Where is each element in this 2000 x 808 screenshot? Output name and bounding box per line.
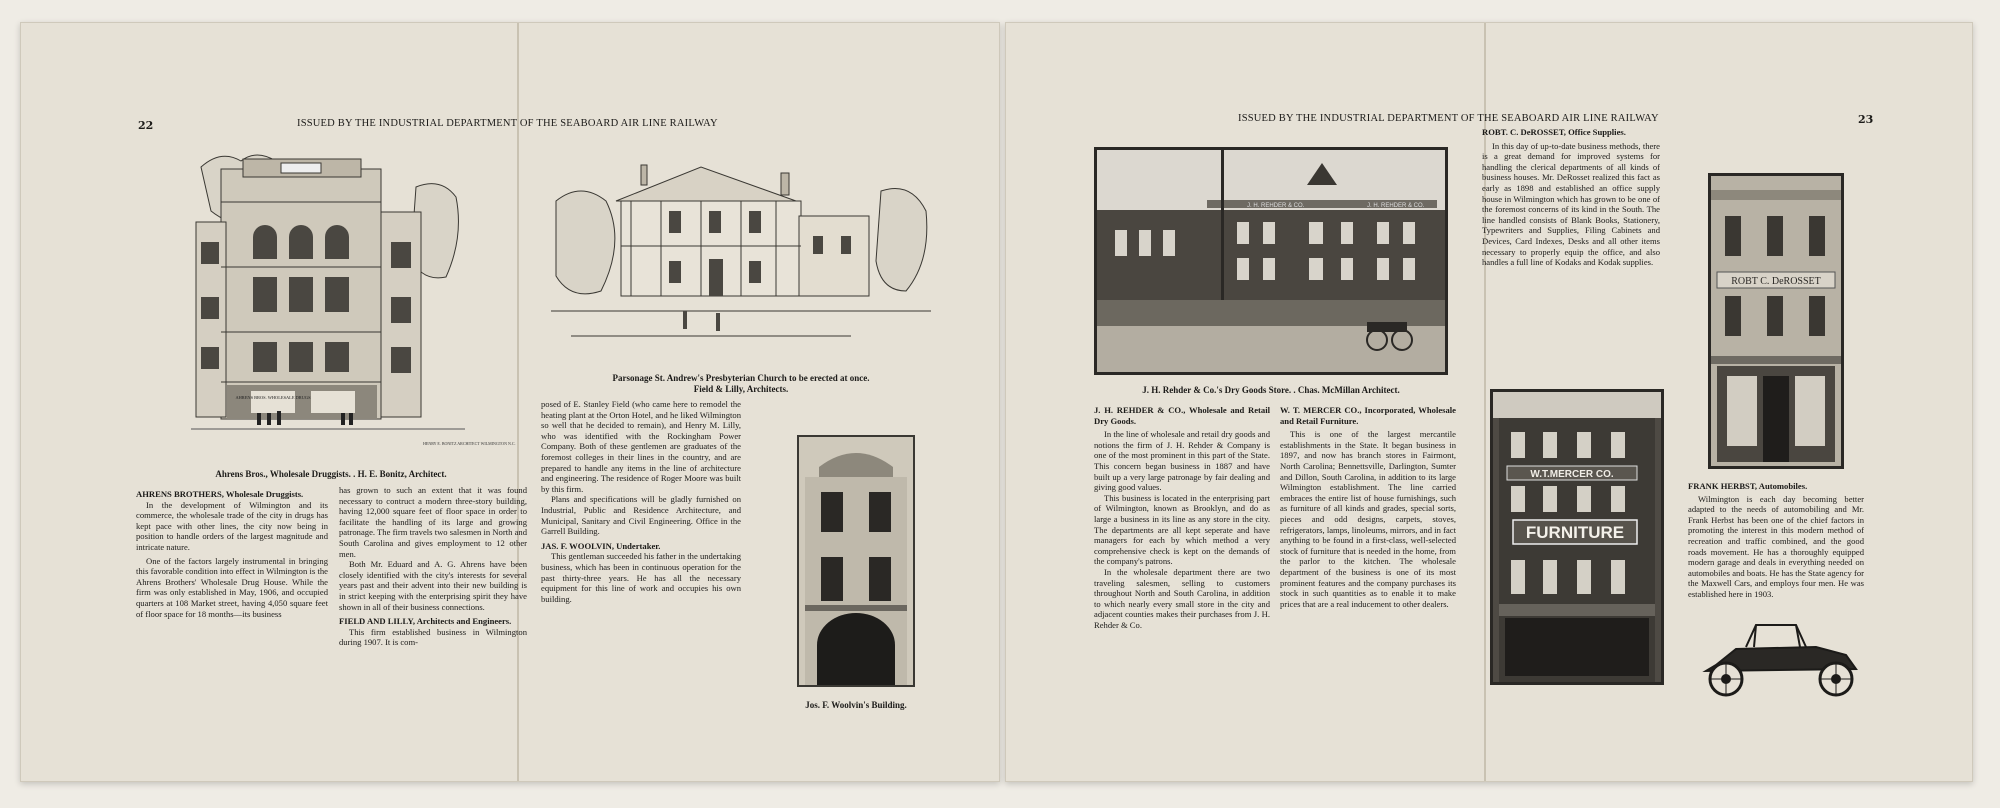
paragraph: This firm established business in Wilmington during 1907. It is com- xyxy=(339,626,527,648)
text-column-herbst xyxy=(1688,481,1864,600)
heading-mercer: W. T. MERCER CO., Incorporated, Wholesale and Retail Furniture. xyxy=(1280,405,1456,426)
caption-parsonage-line-2: Field & Lilly, Architects. xyxy=(693,384,789,394)
text-column-1 xyxy=(136,485,328,619)
left-page xyxy=(20,22,1000,782)
heading-field-lilly: FIELD AND LILLY, Architects and Engineers. xyxy=(339,616,512,627)
text-column-mercer xyxy=(1280,401,1456,609)
heading-herbst: FRANK HERBST, Automobiles. xyxy=(1688,481,1808,491)
paragraph: This is one of the largest mercantile establishments in the State. It began business in 1897, and now has branch stores in Fairmont, North Carolina; Bennettsville, Darlington, Sumter and Dillon, South Carolina, in addition to its large Wilmington establishment. The line carried embraces the entire list of house furnishings, such as furniture of all kinds and grades, special sorts, pieces and odd designs, carpets, stoves, refrigerators, lamps, linoleums, mirrors, and in fact anything to be found in a first-class, well-selected stock of furniture that is needed in the home, from the parlor to the kitchen. The wholesale department of the business is one of its most prominent features and the company purchases its stock in such quantities as to enable it to make prices that are a real inducement to other dealers. xyxy=(1280,429,1456,609)
heading-derosset: ROBT. C. DeROSSET, Office Supplies. xyxy=(1482,127,1626,137)
paragraph: In the wholesale department there are two traveling salesmen, selling to customers throughout North and South Carolina, in addition to which nearly every small store in the city and adjacent counties makes their purchases from J. H. Rehder & Co. xyxy=(1094,566,1270,630)
text-column-derosset xyxy=(1482,127,1660,268)
running-header: ISSUED BY THE INDUSTRIAL DEPARTMENT OF THE SEABOARD AIR LINE RAILWAY xyxy=(297,118,718,129)
running-header: ISSUED BY THE INDUSTRIAL DEPARTMENT OF THE SEABOARD AIR LINE RAILWAY xyxy=(1238,113,1659,124)
derosset-store-photo xyxy=(1708,173,1844,469)
woolvin-building-photo xyxy=(797,435,915,687)
text-column-rehder xyxy=(1094,401,1270,630)
text-column-3 xyxy=(541,399,741,604)
page-fold xyxy=(517,23,519,781)
caption-rehder: J. H. Rehder & Co.'s Dry Goods Store. . Chas. McMillan Architect. xyxy=(1142,385,1400,395)
bonitz-signature: HENRY E. BONITZ ARCHITECT WILMINGTON N.C. xyxy=(423,441,516,446)
caption-ahrens: Ahrens Bros., Wholesale Druggists. . H. E. Bonitz, Architect. xyxy=(215,469,447,479)
derosset-sign: ROBT C. DeROSSET xyxy=(1731,276,1821,287)
paragraph: In this day of up-to-date business methods, there is a great demand for improved systems for handling the clerical departments of all kinds of business houses. Mr. DeRosset realized this fact as early as 1898 and established an office supply house in Wilmington which has grown to be one of the foremost concerns of its kind in the South. The line handled consists of Blank Books, Stationery, Typewriters and Supplies, Filing Cabinets and Devices, Card Indexes, Desks and all other items necessary to properly equip the office, and also handles a full line of Kodaks and Kodak supplies. xyxy=(1482,140,1660,268)
right-page xyxy=(1005,22,1973,782)
caption-parsonage xyxy=(541,373,941,395)
mercer-store-photo xyxy=(1490,389,1664,685)
paragraph: In the development of Wilmington and its commerce, the wholesale trade of the city in drugs has kept pace with other lines, the city now being in position to handle orders of the largest magnitude and intricate nature. xyxy=(136,499,328,552)
rehder-sign-left: J. H. REHDER & CO. xyxy=(1247,203,1305,209)
rehder-sign-right: J. H. REHDER & CO. xyxy=(1367,203,1425,209)
ahrens-sign-text: AHRENS BROS. WHOLESALE DRUGS xyxy=(235,395,311,400)
ahrens-building-illustration xyxy=(191,147,516,457)
heading-woolvin: JAS. F. WOOLVIN, Undertaker. xyxy=(541,540,661,551)
caption-woolvin: Jos. F. Woolvin's Building. xyxy=(805,700,907,710)
paragraph: This gentleman succeeded his father in the undertaking business, which has been in continuous operation for the past thirty-three years. He has all the necessary equipment for this line of work and occupies his own building. xyxy=(541,551,741,604)
paragraph: Both Mr. Eduard and A. G. Ahrens have been closely identified with the city's interests for several years past and their advent into their new building is in strict keeping with the enterprising spirit they have shown in all of their business connections. xyxy=(339,559,527,612)
paragraph: One of the factors largely instrumental in bringing this favorable condition into effect in Wilmington is the Ahrens Brothers' Wholesale Drug House. While the firm was only established in May, 1906, and occupied quarters at 108 Market street, having 4,050 square feet of floor space for 18 months—its business xyxy=(136,555,328,619)
heading-ahrens: AHRENS BROTHERS, Wholesale Druggists. xyxy=(136,489,304,499)
page-number: 23 xyxy=(1858,113,1874,126)
paragraph: posed of E. Stanley Field (who came here to remodel the heating plant at the Orton Hotel, and he liked Wilmington so well that he decided to remain), and Henry M. Lilly, who was identified with the Rockingham Power Company. Both of these gentlemen are graduates of the foremost colleges in their lines in the country, and are prepared to handle any items in the line of architecture and engineering. The residence of Roger Moore was built by this firm. xyxy=(541,399,741,494)
text-column-2 xyxy=(339,485,527,648)
caption-parsonage-line-1: Parsonage St. Andrew's Presbyterian Church to be erected at once. xyxy=(612,373,870,383)
paragraph: Wilmington is each day becoming better adapted to the needs of automobiling and Mr. Frank Herbst has been one of the chief factors in promoting the interest in this modern method of recreation and traffic combined, and the good roads movement. He has a thoroughly equipped modern garage and deals in everything needed on automobiles and boats. He has the State agency for the Maxwell Cars, and employs four men. He was established here in 1903. xyxy=(1688,493,1864,599)
paragraph: This business is located in the enterprising part of Wilmington, known as Brooklyn, and do as large a business in its line as any store in the city. The departments are all kept seperate and have managers for each by which method a very comprehensive check is kept on the demands of the company's patrons. xyxy=(1094,492,1270,567)
automobile-illustration xyxy=(1696,619,1868,697)
page-number: 22 xyxy=(138,119,154,132)
heading-rehder: J. H. REHDER & CO., Wholesale and Retail Dry Goods. xyxy=(1094,405,1270,426)
paragraph: has grown to such an extent that it was found necessary to contruct a modern three-story building, having 12,000 square feet of floor space in order to facilitate the handling of its large and growing patronage. The firm travels two salesmen in North and South Carolina and gives employment to 12 other men. xyxy=(339,485,527,559)
rehder-store-photo xyxy=(1094,147,1448,375)
parsonage-illustration xyxy=(551,161,931,357)
paragraph: In the line of wholesale and retail dry goods and notions the firm of J. H. Rehder & Company is one of the most prominent in this part of the State. This concern began business in 1887 and have built up a very large patronage by fair dealing and giving good values. xyxy=(1094,429,1270,493)
mercer-sign-bottom: FURNITURE xyxy=(1525,523,1625,542)
paragraph: Plans and specifications will be gladly furnished on Industrial, Public and Residence Architecture, and Municipal, Sanitary and Civil Engineering. Office in the Garrell Building. xyxy=(541,494,741,537)
mercer-sign-top: W.T.MERCER CO. xyxy=(1530,469,1614,480)
